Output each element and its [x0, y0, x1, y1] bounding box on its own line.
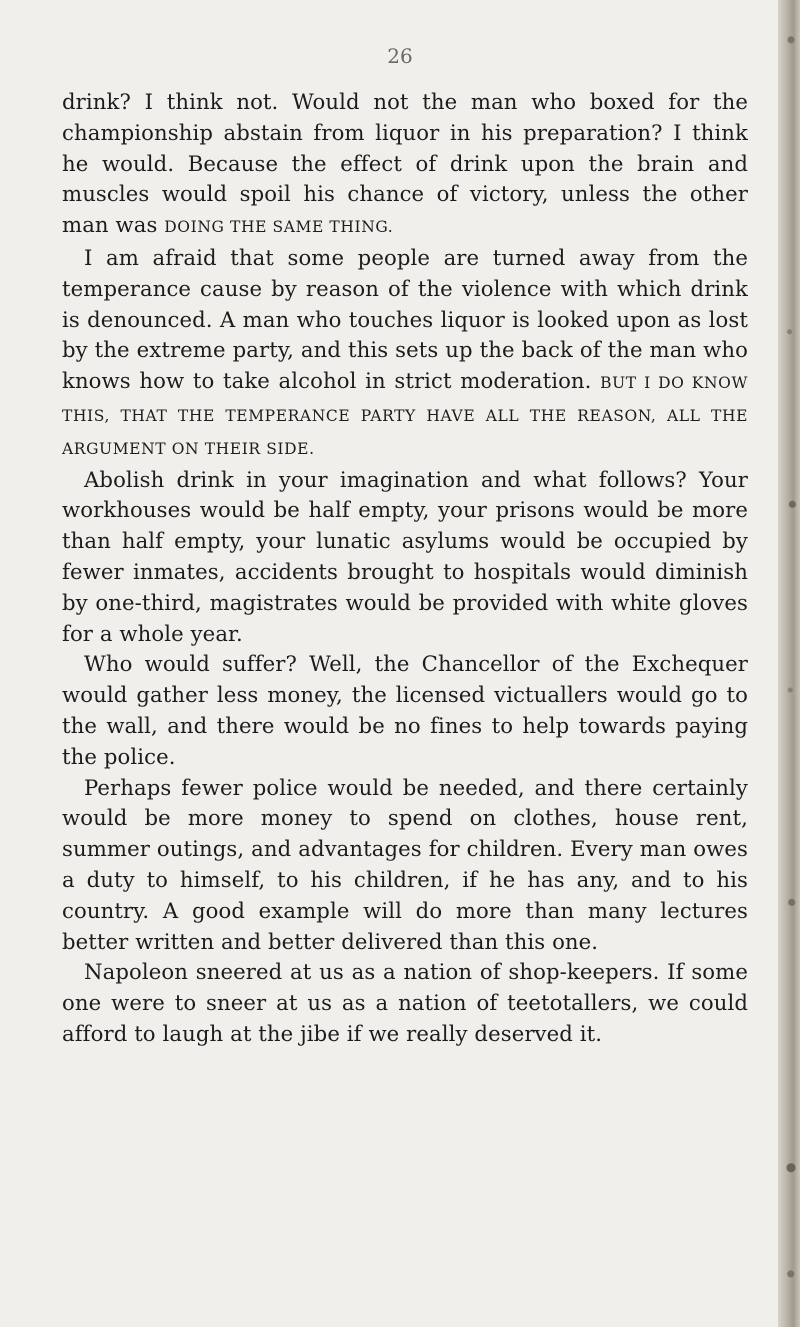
paragraph-1	[62, 87, 748, 243]
paragraph-3: Abolish drink in your imagination and what follows? Your workhouses would be half empty, your prisons would be more than half empty, your lunatic asylums would be occupied by fewer inmates, accidents brought to hospitals would diminish by one-third, magistrates would be provided with white gloves for a whole year.	[62, 466, 748, 646]
paragraph-2-small-caps: BUT I DO KNOW THIS, THAT THE TEMPERANCE PARTY HAVE ALL THE REASON, ALL THE ARGUMENT ON THEIR SIDE.	[62, 374, 748, 458]
paragraph-4: Who would suffer? Well, the Chancellor of the Exchequer would gather less money, the licensed victuallers would go to the wall, and there would be no fines to help towards paying the police.	[62, 651, 748, 769]
paragraph-5: Perhaps fewer police would be needed, and there certainly would be more money to spend on clothes, house rent, summer outings, and advantages for children. Every man owes a duty to himself, to his children, if he has any, and to his country. A good example will do more than many lectures better written and better delivered than this one.	[62, 774, 748, 954]
paragraph-1-text: drink? I think not. Would not the man who boxed for the championship abstain from liquor in his preparation? I think he would. Because the effect of drink upon the brain and muscles would spoil his chance of victory, unless the other man was	[62, 89, 748, 238]
body-text	[62, 87, 748, 1050]
page-number: 26	[387, 44, 413, 68]
paragraph-2-text: I am afraid that some people are turned away from the temperance cause by reason of the violence with which drink is denounced. A man who touches liquor is looked upon as lost by the extreme party, and this sets up the back of the man who knows how to take alcohol in strict moderation.	[62, 244, 748, 394]
page-edge-foxing	[784, 0, 798, 1327]
paragraph-6: Napoleon sneered at us as a nation of shop-keepers. If some one were to sneer at us as a nation of teetotallers, we could afford to laugh at the jibe if we really deserved it.	[62, 959, 748, 1046]
paragraph-1-small-caps: DOING THE SAME THING.	[164, 218, 394, 237]
paragraph-2	[62, 243, 748, 465]
